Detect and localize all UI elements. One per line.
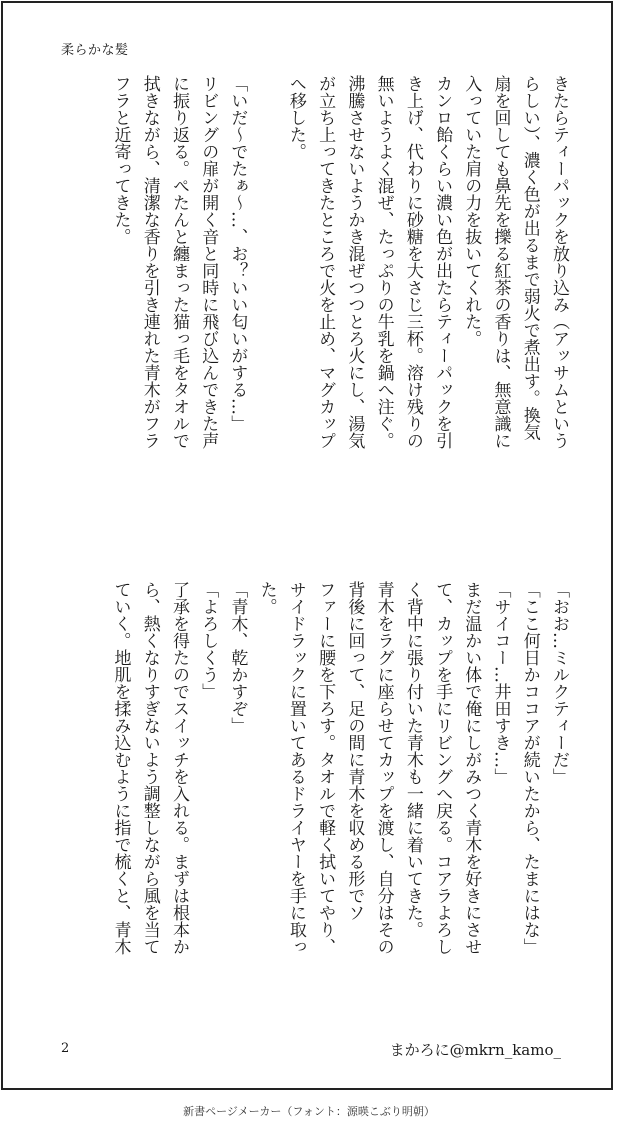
body-text-lower xyxy=(53,581,573,1021)
paragraph-gap xyxy=(251,75,280,537)
body-line: く背中に張り付いた青木も一緒に着いてきた。 xyxy=(402,581,423,938)
body-text-upper xyxy=(53,75,573,537)
dialogue-line: 「青木、乾かすぞ」 xyxy=(227,581,248,734)
dialogue-line: 「サイコー…井田すき…」 xyxy=(490,581,511,785)
body-line: まだ温かい体で俺にしがみつく青木を好きにさせ xyxy=(461,581,482,955)
dialogue-line: 「おお…ミルクティーだ」 xyxy=(549,581,569,785)
body-line: きたらティーパックを放り込み（アッサムという xyxy=(549,75,569,449)
body-line: フラと近寄ってきた。 xyxy=(110,75,131,245)
dialogue-line: 「ここ何日かココアが続いたから、たまにはな」 xyxy=(519,581,540,955)
body-line: らしい）、濃く色が出るまで弱火で煮出す。換気 xyxy=(519,75,540,441)
body-line: 沸騰させないようかき混ぜつつとろ火にし、湯気 xyxy=(344,75,365,449)
body-line: 背後に回って、足の間に青木を収める形でソ xyxy=(344,581,365,921)
body-line: へ移した。 xyxy=(285,75,306,160)
body-line: カンロ飴くらい濃い色が出たらティーパックを引 xyxy=(432,75,453,449)
body-line: が立ち上ってきたところで火を止め、マグカップ xyxy=(315,75,336,449)
body-line: に振り返る。ぺたんと纏まった猫っ毛をタオルで xyxy=(168,75,189,449)
body-line: リビングの扉が開く音と同時に飛び込んできた声 xyxy=(198,75,219,449)
body-line: ていく。地肌を揉み込むように指で梳くと、青木 xyxy=(110,581,131,955)
body-line: サイドラックに置いてあるドライヤーを手に取っ xyxy=(285,581,306,955)
body-line: き上げ、代わりに砂糖を大さじ三杯。溶け残りの xyxy=(402,75,423,449)
body-line: た。 xyxy=(256,581,277,615)
body-line: 拭きながら、清潔な香りを引き連れた青木がフラ xyxy=(139,75,160,449)
body-line: ら、熱くなりすぎないよう調整しながら風を当て xyxy=(139,581,160,955)
running-title: 柔らかな髪 xyxy=(61,43,129,58)
body-line: 無いようよく混ぜ、たっぷりの牛乳を鍋へ注ぐ。 xyxy=(373,75,394,449)
author-credit: まかろに@mkrn_kamo_ xyxy=(389,1041,561,1059)
body-line: ファーに腰を下ろす。タオルで軽く拭いてやり、 xyxy=(315,581,336,955)
dialogue-line: 「よろしくう」 xyxy=(198,581,219,700)
body-line: 了承を得たのでスイッチを入れる。まずは根本か xyxy=(168,581,189,955)
body-line: 青木をラグに座らせてカップを渡し、自分はその xyxy=(373,581,394,955)
body-line: て、カップを手にリビングへ戻る。コアラよろし xyxy=(432,581,453,955)
page-number: 2 xyxy=(61,1041,70,1056)
generator-caption: 新書ページメーカー（フォント：源暎こぶり明朝） xyxy=(183,1105,435,1118)
dialogue-line: 「いだ～でたぁ～…、お？いい匂いがする…」 xyxy=(227,75,248,432)
body-line: 扇を回しても鼻先を擽る紅茶の香りは、無意識に xyxy=(490,75,511,449)
book-page xyxy=(1,1,613,1090)
body-line: 入っていた肩の力を抜いてくれた。 xyxy=(461,75,482,347)
